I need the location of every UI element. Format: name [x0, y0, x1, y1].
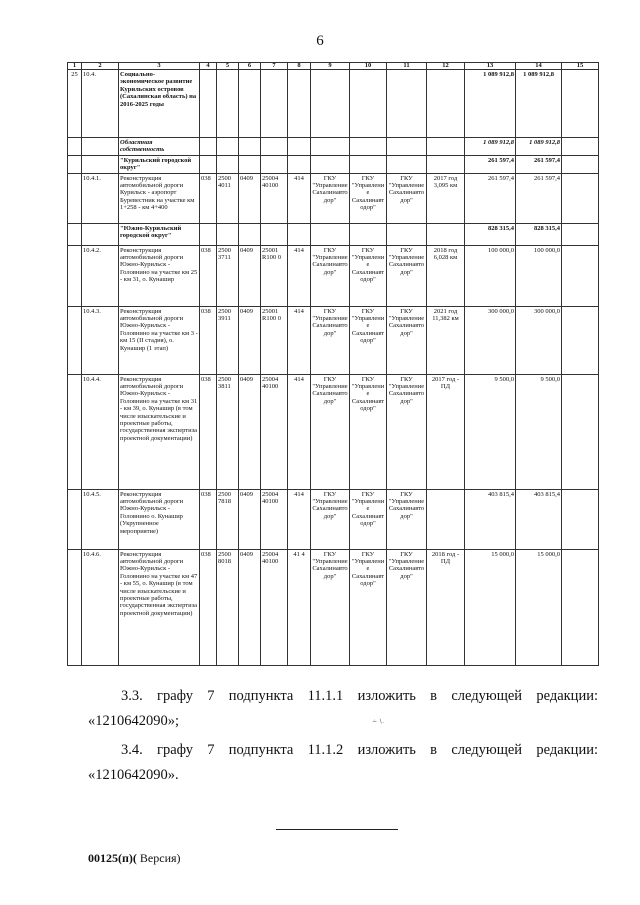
table-cell — [562, 489, 599, 549]
table-cell — [68, 374, 82, 489]
table-cell: ГКУ "Управление Сахалинавтодор" — [387, 489, 427, 549]
table-cell: 261 597,4 — [516, 155, 562, 173]
table-cell — [288, 223, 311, 245]
table-cell — [82, 223, 119, 245]
table-cell: ГКУ "Управление Сахалинавтодор" — [311, 245, 350, 306]
table-cell: ГКУ "Управление Сахалинавтодор" — [311, 549, 350, 665]
table-cell: Областная собственность — [119, 138, 200, 156]
table-cell: ГКУ "Управление Сахалинавтодор" — [387, 549, 427, 665]
table-cell — [68, 223, 82, 245]
column-number-cell: 10 — [350, 63, 387, 70]
table-cell — [288, 155, 311, 173]
table-row — [68, 489, 599, 549]
table-cell: 1 089 912,8 — [516, 70, 562, 138]
table-cell: 828 315,4 — [516, 223, 562, 245]
table-cell: 1 089 912,8 — [465, 70, 516, 138]
table-cell: ГКУ "Управление Сахалинавтодор" — [350, 306, 387, 374]
table-row — [68, 245, 599, 306]
table-cell: 10.4.6. — [82, 549, 119, 665]
table-cell: 038 — [200, 173, 217, 223]
table-cell — [261, 223, 288, 245]
page-number: 6 — [316, 33, 324, 49]
table-cell — [82, 138, 119, 156]
table-row — [68, 70, 599, 138]
table-cell: 100 000,0 — [465, 245, 516, 306]
table-cell: "Южно-Курильский городской округ" — [119, 223, 200, 245]
table-cell: ГКУ "Управление Сахалинавтодор" — [387, 374, 427, 489]
table-cell — [562, 223, 599, 245]
table-cell: 828 315,4 — [465, 223, 516, 245]
table-cell: 0409 — [239, 374, 261, 489]
table-cell: 261 597,4 — [465, 173, 516, 223]
column-number-cell: 3 — [119, 63, 200, 70]
table-cell: Реконструкция автомобильной дороги Курильск - аэропорт Буревестник на участке км 1+258 - км 4+400 — [119, 173, 200, 223]
table-cell — [239, 155, 261, 173]
paragraph-3-3 — [88, 684, 598, 734]
table-cell: ГКУ "Управление Сахалинавтодор" — [350, 173, 387, 223]
table-cell — [68, 306, 82, 374]
table-cell: 10.4.3. — [82, 306, 119, 374]
table-cell — [387, 155, 427, 173]
table-cell: 100 000,0 — [516, 245, 562, 306]
table-cell: 2500 7818 — [217, 489, 239, 549]
table-cell: 10.4.2. — [82, 245, 119, 306]
table-cell — [82, 155, 119, 173]
table-cell — [217, 138, 239, 156]
table-cell — [311, 155, 350, 173]
table-cell: 414 — [288, 489, 311, 549]
table-cell: ГКУ "Управление Сахалинавтодор" — [387, 173, 427, 223]
table-cell — [239, 223, 261, 245]
table-cell — [562, 155, 599, 173]
table-cell: ГКУ "Управление Сахалинавтодор" — [387, 245, 427, 306]
table-cell: Социально-экономическое развитие Курильских островов (Сахалинская область) на 2016-2025 годы — [119, 70, 200, 138]
table-cell — [350, 138, 387, 156]
table-cell: 9 500,0 — [465, 374, 516, 489]
table-cell — [350, 70, 387, 138]
table-cell: 0409 — [239, 245, 261, 306]
table-cell: 41 4 — [288, 549, 311, 665]
table-cell — [68, 245, 82, 306]
table-cell: 0409 — [239, 173, 261, 223]
table-cell: Реконструкция автомобильной дороги Южно-Курильск - Головнино на участке км 47 - км 55, о. Кунашир (в том числе изыскательские и проектные работы, государственная экспертиза проектной документации) — [119, 549, 200, 665]
column-number-cell: 15 — [562, 63, 599, 70]
table-cell — [562, 138, 599, 156]
table-cell: 038 — [200, 245, 217, 306]
table-cell — [68, 138, 82, 156]
table-cell — [217, 70, 239, 138]
table-cell: Реконструкция автомобильной дороги Южно-Курильск - Головнино о. Кунашир (Укрупненное мероприятие) — [119, 489, 200, 549]
paragraph-3-3-line-1: 3.3. графу 7 подпункта 11.1.1 изложить в следующей редакции: — [121, 688, 598, 704]
table-cell: 25001 R100 0 — [261, 245, 288, 306]
document-footer — [88, 851, 181, 866]
table-cell — [68, 155, 82, 173]
table-cell: 414 — [288, 306, 311, 374]
table-cell — [562, 549, 599, 665]
table-cell: Реконструкция автомобильной дороги Южно-Курильск - Головнино на участке км 25 - км 31, о. Кунашир — [119, 245, 200, 306]
table-cell — [427, 155, 465, 173]
table-cell: 2500 3711 — [217, 245, 239, 306]
table-cell — [288, 138, 311, 156]
table-cell: 0409 — [239, 549, 261, 665]
table-cell: 10.4.4. — [82, 374, 119, 489]
table-cell — [427, 223, 465, 245]
table-cell: 0409 — [239, 306, 261, 374]
table-cell: "Курильский городской округ" — [119, 155, 200, 173]
table-cell: 2500 3911 — [217, 306, 239, 374]
table-cell: 25004 40100 — [261, 489, 288, 549]
table-cell: 2017 год - ПД — [427, 374, 465, 489]
table-cell: 25004 40100 — [261, 374, 288, 489]
table-row — [68, 374, 599, 489]
table-cell: 1 089 912,8 — [516, 138, 562, 156]
table-cell — [311, 223, 350, 245]
table-cell: 261 597,4 — [516, 173, 562, 223]
column-number-cell: 13 — [465, 63, 516, 70]
table-cell — [68, 549, 82, 665]
column-number-cell: 12 — [427, 63, 465, 70]
table-row — [68, 549, 599, 665]
table-cell: 25001 R100 0 — [261, 306, 288, 374]
table-cell: 25 — [68, 70, 82, 138]
table-cell: Реконструкция автомобильной дороги Южно-Курильск - Головнино на участке км 3 - км 15 (II стадия), о. Кунашир (1 этап) — [119, 306, 200, 374]
table-cell: ГКУ "Управление Сахалинавтодор" — [350, 549, 387, 665]
table-cell: ГКУ "Управление Сахалинавтодор" — [311, 173, 350, 223]
stray-mark: ∸ ∖. — [372, 719, 384, 725]
table-cell — [387, 223, 427, 245]
footer-code: 00125(п)( — [88, 851, 137, 865]
table-cell: ГКУ "Управление Сахалинавтодор" — [387, 306, 427, 374]
table-cell: 403 815,4 — [516, 489, 562, 549]
table-cell: 25004 40100 — [261, 549, 288, 665]
table-cell: ГКУ "Управление Сахалинавтодор" — [350, 489, 387, 549]
table-cell — [311, 70, 350, 138]
table-cell — [200, 155, 217, 173]
column-number-cell: 7 — [261, 63, 288, 70]
column-number-cell: 2 — [82, 63, 119, 70]
table-cell: 261 597,4 — [465, 155, 516, 173]
table-cell: 2500 8018 — [217, 549, 239, 665]
table-cell: 2017 год 3,095 км — [427, 173, 465, 223]
table-cell — [562, 70, 599, 138]
table-cell: 300 000,0 — [516, 306, 562, 374]
table-cell: 2018 год - ПД — [427, 549, 465, 665]
table-cell: 10.4. — [82, 70, 119, 138]
program-table — [67, 62, 599, 666]
table-cell: 414 — [288, 245, 311, 306]
table-cell: Реконструкция автомобильной дороги Южно-Курильск - Головнино на участке км 31 - км 39, о. Кунашир (в том числе изыскательские и проектные работы, государственная экспертиза проектной документации) — [119, 374, 200, 489]
table-cell: 038 — [200, 549, 217, 665]
table-cell: 10.4.1. — [82, 173, 119, 223]
table-cell — [217, 223, 239, 245]
table-cell — [562, 245, 599, 306]
table-cell: 414 — [288, 173, 311, 223]
table-cell — [427, 489, 465, 549]
table-cell: 038 — [200, 489, 217, 549]
table-cell: 038 — [200, 306, 217, 374]
table-cell — [311, 138, 350, 156]
table-cell: 414 — [288, 374, 311, 489]
footer-version: Версия) — [136, 851, 181, 865]
table-cell — [261, 138, 288, 156]
table-cell — [217, 155, 239, 173]
table-cell: 2500 3811 — [217, 374, 239, 489]
paragraph-3-4-line-2: «1210642090». — [88, 767, 179, 783]
table-cell: 15 000,0 — [465, 549, 516, 665]
paragraph-3-4 — [88, 738, 598, 788]
column-number-cell: 9 — [311, 63, 350, 70]
table-row — [68, 306, 599, 374]
table-cell: 300 000,0 — [465, 306, 516, 374]
table-cell — [387, 70, 427, 138]
table-cell: ГКУ "Управление Сахалинавтодор" — [350, 374, 387, 489]
column-number-cell: 8 — [288, 63, 311, 70]
table-cell — [200, 223, 217, 245]
table-row — [68, 138, 599, 156]
table-cell: ГКУ "Управление Сахалинавтодор" — [350, 245, 387, 306]
paragraph-3-4-line-1: 3.4. графу 7 подпункта 11.1.2 изложить в следующей редакции: — [121, 742, 598, 758]
table-cell: ГКУ "Управление Сахалинавтодор" — [311, 489, 350, 549]
column-number-cell: 14 — [516, 63, 562, 70]
table-cell: 2500 4011 — [217, 173, 239, 223]
table-cell — [350, 223, 387, 245]
table-cell: 15 000,0 — [516, 549, 562, 665]
table-cell: ГКУ "Управление Сахалинавтодор" — [311, 306, 350, 374]
table-cell — [562, 173, 599, 223]
column-number-cell: 1 — [68, 63, 82, 70]
table-cell — [350, 155, 387, 173]
table-cell — [261, 70, 288, 138]
table-cell — [239, 138, 261, 156]
table-cell — [562, 306, 599, 374]
table-header-row — [68, 63, 599, 70]
table-cell — [427, 138, 465, 156]
table-cell: 2018 год 6,028 км — [427, 245, 465, 306]
table-cell — [239, 70, 261, 138]
table-cell — [261, 155, 288, 173]
paragraph-3-3-line-2: «1210642090»; — [88, 713, 180, 729]
table-cell — [200, 70, 217, 138]
table-cell — [288, 70, 311, 138]
table-row — [68, 173, 599, 223]
table-cell: 403 815,4 — [465, 489, 516, 549]
table-cell: 0409 — [239, 489, 261, 549]
column-number-cell: 11 — [387, 63, 427, 70]
table-cell: 2021 год 11,382 км — [427, 306, 465, 374]
column-number-cell: 5 — [217, 63, 239, 70]
column-number-cell: 4 — [200, 63, 217, 70]
table-cell — [387, 138, 427, 156]
table-cell: 1 089 912,8 — [465, 138, 516, 156]
table-row — [68, 155, 599, 173]
table-cell — [68, 489, 82, 549]
table-cell: 9 500,0 — [516, 374, 562, 489]
table-cell: 038 — [200, 374, 217, 489]
table-cell: 25004 40100 — [261, 173, 288, 223]
table-cell — [68, 173, 82, 223]
table-cell — [427, 70, 465, 138]
table-body — [68, 63, 599, 666]
table-cell: 10.4.5. — [82, 489, 119, 549]
separator-line — [276, 829, 398, 830]
table-cell: ГКУ "Управление Сахалинавтодор" — [311, 374, 350, 489]
table-row — [68, 223, 599, 245]
table-cell — [200, 138, 217, 156]
table-cell — [562, 374, 599, 489]
column-number-cell: 6 — [239, 63, 261, 70]
